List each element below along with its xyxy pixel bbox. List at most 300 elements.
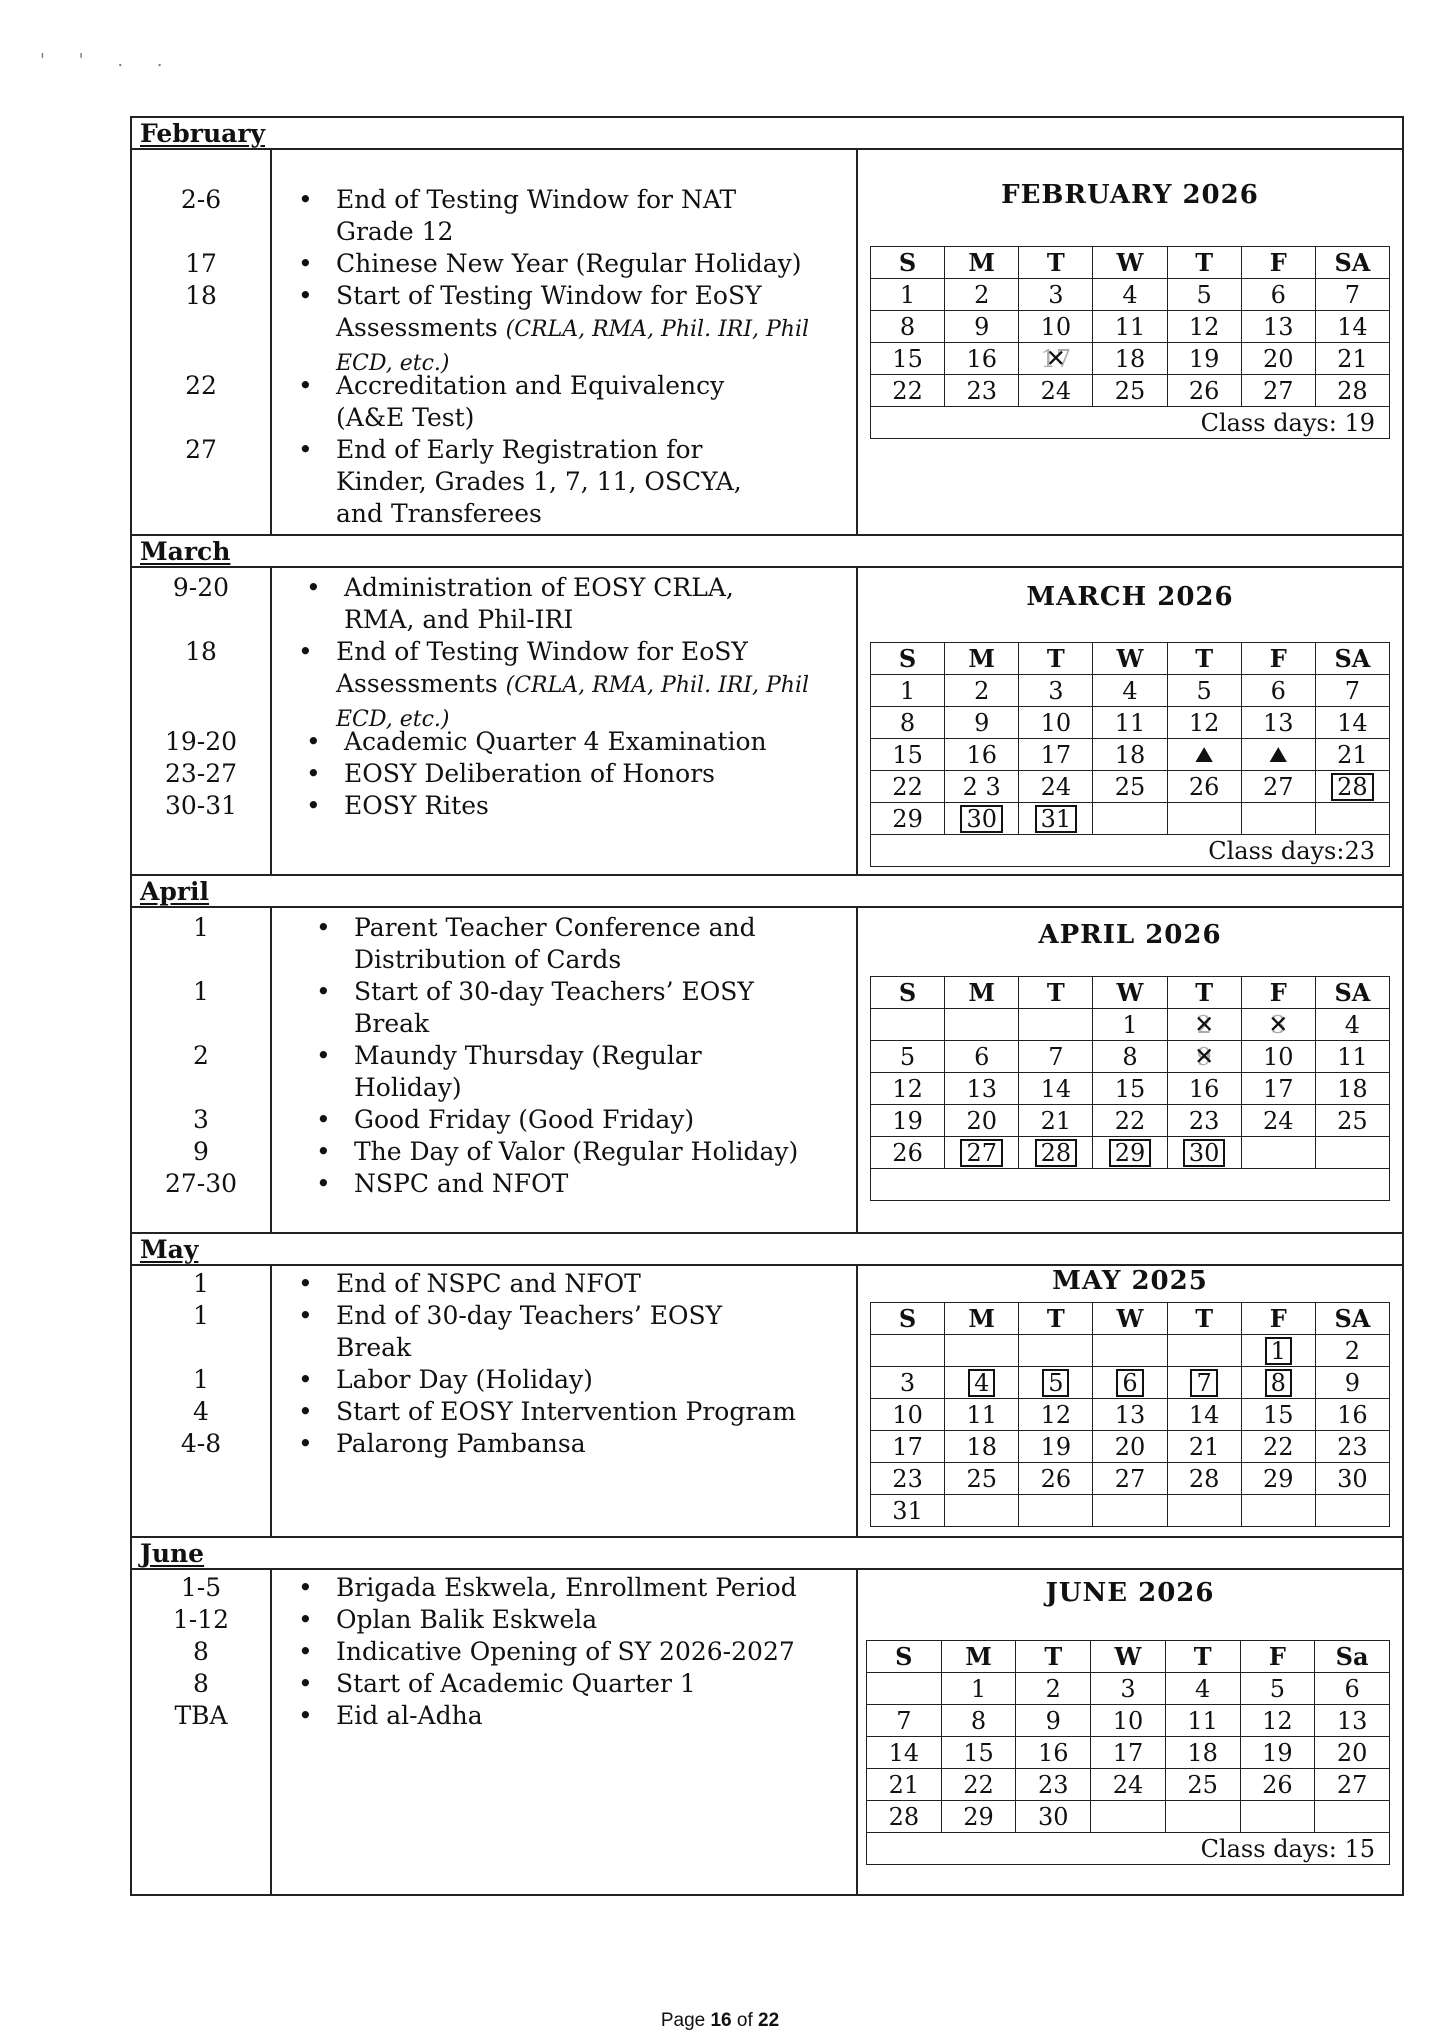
calendar-day: 16 <box>1016 1737 1091 1769</box>
weekday-header: F <box>1241 247 1315 279</box>
calendar-week-row <box>867 1737 1390 1769</box>
calendar-day: 2 3 <box>945 771 1019 803</box>
calendar-day: 20 <box>1241 343 1315 375</box>
crossed-day-mark <box>1196 1011 1211 1039</box>
date-item: 1 <box>193 977 209 1006</box>
weekday-header: S <box>871 643 945 675</box>
calendar-day-boxed <box>1019 803 1093 835</box>
calendar-day: 9 <box>1315 1367 1389 1399</box>
calendar-day: 20 <box>1315 1737 1390 1769</box>
month-header-march <box>132 536 1402 568</box>
calendar-day-boxed <box>1241 1335 1315 1367</box>
boxed-day: 8 <box>1265 1369 1292 1397</box>
weekday-header: F <box>1241 643 1315 675</box>
calendar-day: 16 <box>1315 1399 1389 1431</box>
calendar-day-boxed <box>1315 771 1389 803</box>
calendar-week-row <box>871 279 1390 311</box>
calendar-day: 23 <box>945 375 1019 407</box>
event-item: • Indicative Opening of SY 2026-2027 <box>336 1636 846 1668</box>
calendar-day-boxed <box>945 803 1019 835</box>
calendar-header-row <box>871 1303 1390 1335</box>
calendar-day: 3 <box>871 1367 945 1399</box>
weekday-header: F <box>1241 977 1315 1009</box>
weekday-header: S <box>871 1303 945 1335</box>
calendar-day: 28 <box>1315 375 1389 407</box>
date-item: 8 <box>193 1637 209 1666</box>
calendar-table-may <box>870 1302 1390 1527</box>
calendar-day <box>871 1335 945 1367</box>
calendar-day: 25 <box>1315 1105 1389 1137</box>
calendar-day: 27 <box>1093 1463 1167 1495</box>
calendar-day: 2 <box>945 675 1019 707</box>
scan-marks: ' ' . . <box>40 50 177 71</box>
calendar-day: 27 <box>1315 1769 1390 1801</box>
weekday-header: T <box>1167 247 1241 279</box>
calendar-day: 4 <box>1315 1009 1389 1041</box>
calendar-panel <box>858 908 1402 1232</box>
calendar-day-boxed <box>1167 1137 1241 1169</box>
calendar-day: 12 <box>1167 311 1241 343</box>
calendar-day: 13 <box>1093 1399 1167 1431</box>
calendar-day-boxed <box>1019 1137 1093 1169</box>
calendar-day: 29 <box>941 1801 1016 1833</box>
calendar-day: 19 <box>1167 343 1241 375</box>
calendar-week-row <box>871 1367 1390 1399</box>
calendar-day: 29 <box>871 803 945 835</box>
event-item: • Chinese New Year (Regular Holiday) <box>336 248 836 280</box>
calendar-day: 14 <box>1315 311 1389 343</box>
calendar-day: 25 <box>945 1463 1019 1495</box>
calendar-day <box>1167 1335 1241 1367</box>
class-days-count: Class days: 15 <box>867 1833 1390 1865</box>
calendar-day: 25 <box>1093 771 1167 803</box>
calendar-day: 2 <box>945 279 1019 311</box>
calendar-day: 7 <box>1315 279 1389 311</box>
calendar-day: 23 <box>1167 1105 1241 1137</box>
calendar-day-boxed <box>1093 1137 1167 1169</box>
calendar-table-february <box>870 246 1390 439</box>
event-item: • The Day of Valor (Regular Holiday) <box>354 1136 854 1168</box>
calendar-header-row <box>871 977 1390 1009</box>
day-number: 9 <box>1196 1042 1212 1071</box>
calendar-day: 11 <box>1315 1041 1389 1073</box>
month-label: April <box>140 877 210 906</box>
exam-mountain-icon: ⛰ <box>1269 742 1288 768</box>
calendar-day: 18 <box>1093 343 1167 375</box>
event-text: Start of Testing Window for EoSY Assessments <box>336 281 762 342</box>
calendar-day-boxed <box>1241 1367 1315 1399</box>
weekday-header: F <box>1241 1303 1315 1335</box>
exam-mountain-icon: ⛰ <box>1194 742 1214 768</box>
calendar-day: 1 <box>941 1673 1016 1705</box>
crossed-day-mark <box>1271 1011 1286 1039</box>
event-item: • Accreditation and Equivalency (A&E Test) <box>336 370 756 434</box>
calendar-day-boxed <box>945 1367 1019 1399</box>
calendar-day: 28 <box>1167 1463 1241 1495</box>
calendar-day: 13 <box>1241 707 1315 739</box>
event-item: • End of NSPC and NFOT <box>336 1268 836 1300</box>
weekday-header: M <box>945 1303 1019 1335</box>
month-header-may <box>132 1234 1402 1266</box>
calendar-day: 10 <box>1241 1041 1315 1073</box>
boxed-day: 31 <box>1035 805 1078 833</box>
event-item: • Start of Academic Quarter 1 <box>336 1668 836 1700</box>
calendar-week-row <box>871 1399 1390 1431</box>
section-may <box>132 1266 1402 1538</box>
calendar-week-row <box>871 375 1390 407</box>
calendar-day: 21 <box>1167 1431 1241 1463</box>
calendar-day <box>1241 1137 1315 1169</box>
boxed-day: 29 <box>1109 1139 1152 1167</box>
calendar-panel <box>858 1570 1402 1894</box>
calendar-panel <box>858 1266 1402 1536</box>
calendar-day: 16 <box>945 739 1019 771</box>
calendar-week-row <box>871 675 1390 707</box>
date-item: 1 <box>193 1301 209 1330</box>
calendar-day: 26 <box>1167 375 1241 407</box>
boxed-day: 27 <box>960 1139 1003 1167</box>
weekday-header: F <box>1240 1641 1315 1673</box>
calendar-day: 15 <box>871 343 945 375</box>
calendar-day <box>1315 1137 1389 1169</box>
weekday-header: W <box>1093 977 1167 1009</box>
dates-column <box>132 1570 272 1894</box>
calendar-week-row <box>867 1801 1390 1833</box>
weekday-header: T <box>1167 643 1241 675</box>
calendar-day: 11 <box>1165 1705 1240 1737</box>
page-prefix: Page <box>660 2010 711 2031</box>
event-item: • End of 30-day Teachers’ EOSY Break <box>336 1300 776 1364</box>
calendar-day: 6 <box>1241 279 1315 311</box>
weekday-header: SA <box>1315 977 1389 1009</box>
class-days-count: Class days: 19 <box>871 407 1390 439</box>
calendar-day: 8 <box>1093 1041 1167 1073</box>
date-item: 30-31 <box>164 791 238 820</box>
calendar-day <box>871 1009 945 1041</box>
weekday-header: T <box>1165 1641 1240 1673</box>
event-item <box>336 280 836 380</box>
calendar-day <box>945 1495 1019 1527</box>
calendar-day: 15 <box>871 739 945 771</box>
weekday-header: M <box>945 643 1019 675</box>
calendar-day: 26 <box>871 1137 945 1169</box>
calendar-footer-row <box>871 407 1390 439</box>
boxed-day: 30 <box>960 805 1003 833</box>
calendar-day-holiday <box>1241 1009 1315 1041</box>
calendar-day: 14 <box>1315 707 1389 739</box>
boxed-day: 5 <box>1042 1369 1069 1397</box>
calendar-day: 22 <box>941 1769 1016 1801</box>
events-column <box>272 1266 858 1536</box>
calendar-day: 29 <box>1241 1463 1315 1495</box>
date-item: TBA <box>174 1701 228 1730</box>
calendar-day <box>867 1673 942 1705</box>
calendar-day: 22 <box>871 375 945 407</box>
calendar-day: 10 <box>1091 1705 1166 1737</box>
weekday-header: S <box>871 977 945 1009</box>
calendar-day: 22 <box>1093 1105 1167 1137</box>
event-item: • Administration of EOSY CRLA, RMA, and Phil-IRI <box>344 572 784 636</box>
calendar-week-row <box>871 1495 1390 1527</box>
calendar-day: 21 <box>1019 1105 1093 1137</box>
events-column <box>272 568 858 874</box>
calendar-day: 5 <box>1240 1673 1315 1705</box>
weekday-header: W <box>1093 247 1167 279</box>
calendar-day: 11 <box>945 1399 1019 1431</box>
month-header-february <box>132 118 1402 150</box>
calendar-day: 28 <box>867 1801 942 1833</box>
calendar-day-boxed <box>1167 1367 1241 1399</box>
boxed-day: 4 <box>968 1369 995 1397</box>
day-number: 2 <box>1196 1010 1212 1039</box>
calendar-day <box>1019 1495 1093 1527</box>
page-footer <box>0 2010 1440 2032</box>
calendar-day: 4 <box>1165 1673 1240 1705</box>
calendar-day: 10 <box>1019 311 1093 343</box>
boxed-day: 28 <box>1035 1139 1078 1167</box>
weekday-header: T <box>1167 977 1241 1009</box>
calendar-day: 21 <box>1315 343 1389 375</box>
calendar-day: 23 <box>1016 1769 1091 1801</box>
date-item: 1-12 <box>172 1605 230 1634</box>
event-item: • Start of 30-day Teachers’ EOSY Break <box>354 976 774 1040</box>
calendar-day: 2 <box>1016 1673 1091 1705</box>
calendar-day: 10 <box>871 1399 945 1431</box>
calendar-day: 30 <box>1315 1463 1389 1495</box>
calendar-title: FEBRUARY 2026 <box>1001 180 1259 210</box>
date-item: 3 <box>193 1105 209 1134</box>
calendar-panel <box>858 150 1402 534</box>
calendar-empty-row <box>871 1169 1390 1201</box>
event-item: • EOSY Deliberation of Honors <box>344 758 844 790</box>
event-item: • EOSY Rites <box>344 790 844 822</box>
events-column <box>272 908 858 1232</box>
calendar-day-boxed <box>945 1137 1019 1169</box>
month-label: February <box>140 119 266 148</box>
page-of: of <box>731 2010 759 2031</box>
event-item: • Palarong Pambansa <box>336 1428 836 1460</box>
calendar-day <box>1241 1495 1315 1527</box>
calendar-day: 14 <box>1019 1073 1093 1105</box>
event-item: • NSPC and NFOT <box>354 1168 834 1200</box>
calendar-header-row <box>871 643 1390 675</box>
calendar-day: 7 <box>867 1705 942 1737</box>
weekday-header: T <box>1019 247 1093 279</box>
calendar-day: 14 <box>867 1737 942 1769</box>
events-column <box>272 150 858 534</box>
event-text: End of Testing Window for EoSY Assessments <box>336 637 748 698</box>
calendar-day: 18 <box>1315 1073 1389 1105</box>
dates-column <box>132 150 272 534</box>
calendar-day: 6 <box>1315 1673 1390 1705</box>
calendar-week-row <box>871 1009 1390 1041</box>
calendar-day: 24 <box>1019 375 1093 407</box>
page-total: 22 <box>758 2010 780 2031</box>
date-item: 1 <box>193 1269 209 1298</box>
event-item: • Academic Quarter 4 Examination <box>344 726 844 758</box>
date-item: 1 <box>193 913 209 942</box>
calendar-day: 14 <box>1167 1399 1241 1431</box>
weekday-header: SA <box>1315 247 1389 279</box>
calendar-day: 19 <box>1019 1431 1093 1463</box>
calendar-day <box>1091 1801 1166 1833</box>
calendar-day: 3 <box>1019 675 1093 707</box>
calendar-day: 11 <box>1093 707 1167 739</box>
event-item: • Brigada Eskwela, Enrollment Period <box>336 1572 846 1604</box>
date-item: 2 <box>193 1041 209 1070</box>
calendar-title: APRIL 2026 <box>1038 920 1222 950</box>
calendar-day: 30 <box>1016 1801 1091 1833</box>
calendar-day: 19 <box>1240 1737 1315 1769</box>
calendar-day <box>1167 1495 1241 1527</box>
calendar-day: 12 <box>1240 1705 1315 1737</box>
calendar-day: 17 <box>1019 739 1093 771</box>
calendar-day: 25 <box>1093 375 1167 407</box>
calendar-day: 22 <box>1241 1431 1315 1463</box>
calendar-day: 31 <box>871 1495 945 1527</box>
weekday-header: Sa <box>1315 1641 1390 1673</box>
section-april <box>132 908 1402 1234</box>
calendar-day-exam <box>1241 739 1315 771</box>
calendar-day: 20 <box>945 1105 1019 1137</box>
calendar-day: 26 <box>1240 1769 1315 1801</box>
calendar-day-holiday <box>1167 1009 1241 1041</box>
calendar-day: 3 <box>1091 1673 1166 1705</box>
date-item: 22 <box>185 371 217 400</box>
calendar-week-row <box>871 707 1390 739</box>
calendar-week-row <box>871 739 1390 771</box>
calendar-day: 6 <box>1241 675 1315 707</box>
calendar-week-row <box>871 1463 1390 1495</box>
calendar-week-row <box>867 1769 1390 1801</box>
calendar-day <box>1315 1495 1389 1527</box>
boxed-day: 28 <box>1331 773 1374 801</box>
calendar-day: 12 <box>1019 1399 1093 1431</box>
calendar-day: 7 <box>1019 1041 1093 1073</box>
calendar-day <box>1315 1801 1390 1833</box>
calendar-day: 21 <box>867 1769 942 1801</box>
calendar-day: 10 <box>1019 707 1093 739</box>
school-calendar-schedule <box>130 116 1404 1896</box>
section-march <box>132 568 1402 876</box>
calendar-day-exam <box>1167 739 1241 771</box>
calendar-day <box>1165 1801 1240 1833</box>
event-item: • Oplan Balik Eskwela <box>336 1604 836 1636</box>
date-item: 23-27 <box>164 759 238 788</box>
calendar-day: 23 <box>871 1463 945 1495</box>
weekday-header: M <box>945 247 1019 279</box>
month-header-april <box>132 876 1402 908</box>
calendar-footer-row <box>867 1833 1390 1865</box>
date-item: 19-20 <box>164 727 238 756</box>
calendar-day <box>1167 803 1241 835</box>
calendar-day: 9 <box>945 311 1019 343</box>
calendar-empty-cell <box>871 1169 1390 1201</box>
calendar-day: 13 <box>1315 1705 1390 1737</box>
day-number: 17 <box>1040 344 1072 373</box>
weekday-header: T <box>1019 977 1093 1009</box>
event-note: (CRLA, RMA, Phil. IRI, Phil ECD, etc.) <box>336 673 810 732</box>
calendar-day: 12 <box>1167 707 1241 739</box>
calendar-title: MARCH 2026 <box>1026 582 1234 612</box>
page-number: 16 <box>710 2010 732 2031</box>
calendar-week-row <box>871 1041 1390 1073</box>
calendar-week-row <box>871 1335 1390 1367</box>
weekday-header: T <box>1016 1641 1091 1673</box>
calendar-day <box>1315 803 1389 835</box>
weekday-header: T <box>1167 1303 1241 1335</box>
calendar-day <box>945 1009 1019 1041</box>
calendar-day: 19 <box>871 1105 945 1137</box>
calendar-day: 24 <box>1241 1105 1315 1137</box>
calendar-week-row <box>871 343 1390 375</box>
events-column <box>272 1570 858 1894</box>
calendar-day: 13 <box>1241 311 1315 343</box>
boxed-day: 7 <box>1190 1369 1217 1397</box>
weekday-header: S <box>867 1641 942 1673</box>
calendar-day: 1 <box>871 675 945 707</box>
calendar-day: 16 <box>1167 1073 1241 1105</box>
calendar-day: 2 <box>1315 1335 1389 1367</box>
calendar-day: 11 <box>1093 311 1167 343</box>
weekday-header: T <box>1019 1303 1093 1335</box>
date-item: 27 <box>185 435 217 464</box>
calendar-day: 5 <box>871 1041 945 1073</box>
calendar-footer-row <box>871 835 1390 867</box>
calendar-week-row <box>871 1431 1390 1463</box>
crossed-day-mark <box>1041 345 1072 373</box>
event-item: • End of Early Registration for Kinder, Grades 1, 7, 11, OSCYA, and Transferees <box>336 434 786 530</box>
day-number: 3 <box>1270 1010 1286 1039</box>
date-item: 4-8 <box>180 1429 222 1458</box>
weekday-header: SA <box>1315 1303 1389 1335</box>
event-item: • Labor Day (Holiday) <box>336 1364 836 1396</box>
calendar-table-april <box>870 976 1390 1201</box>
month-label: May <box>140 1235 199 1264</box>
calendar-day: 17 <box>1091 1737 1166 1769</box>
calendar-table-june <box>866 1640 1390 1865</box>
calendar-day <box>1093 1495 1167 1527</box>
calendar-day: 24 <box>1019 771 1093 803</box>
calendar-week-row <box>871 771 1390 803</box>
calendar-day: 8 <box>871 311 945 343</box>
calendar-header-row <box>867 1641 1390 1673</box>
calendar-day <box>1019 1335 1093 1367</box>
event-item: • Good Friday (Good Friday) <box>354 1104 834 1136</box>
event-item: • Start of EOSY Intervention Program <box>336 1396 846 1428</box>
weekday-header: T <box>1019 643 1093 675</box>
calendar-day-holiday <box>1167 1041 1241 1073</box>
event-item: • Maundy Thursday (Regular Holiday) <box>354 1040 734 1104</box>
calendar-day: 13 <box>945 1073 1019 1105</box>
calendar-day: 27 <box>1241 375 1315 407</box>
calendar-day: 7 <box>1315 675 1389 707</box>
calendar-day: 26 <box>1167 771 1241 803</box>
calendar-day: 12 <box>871 1073 945 1105</box>
calendar-day: 9 <box>945 707 1019 739</box>
date-item: 18 <box>185 637 217 666</box>
calendar-day <box>1019 1009 1093 1041</box>
weekday-header: W <box>1093 643 1167 675</box>
calendar-table-march <box>870 642 1390 867</box>
dates-column <box>132 1266 272 1536</box>
calendar-day: 21 <box>1315 739 1389 771</box>
calendar-day-holiday <box>1019 343 1093 375</box>
calendar-day: 25 <box>1165 1769 1240 1801</box>
boxed-day: 6 <box>1116 1369 1143 1397</box>
section-february <box>132 150 1402 536</box>
boxed-day: 30 <box>1183 1139 1226 1167</box>
